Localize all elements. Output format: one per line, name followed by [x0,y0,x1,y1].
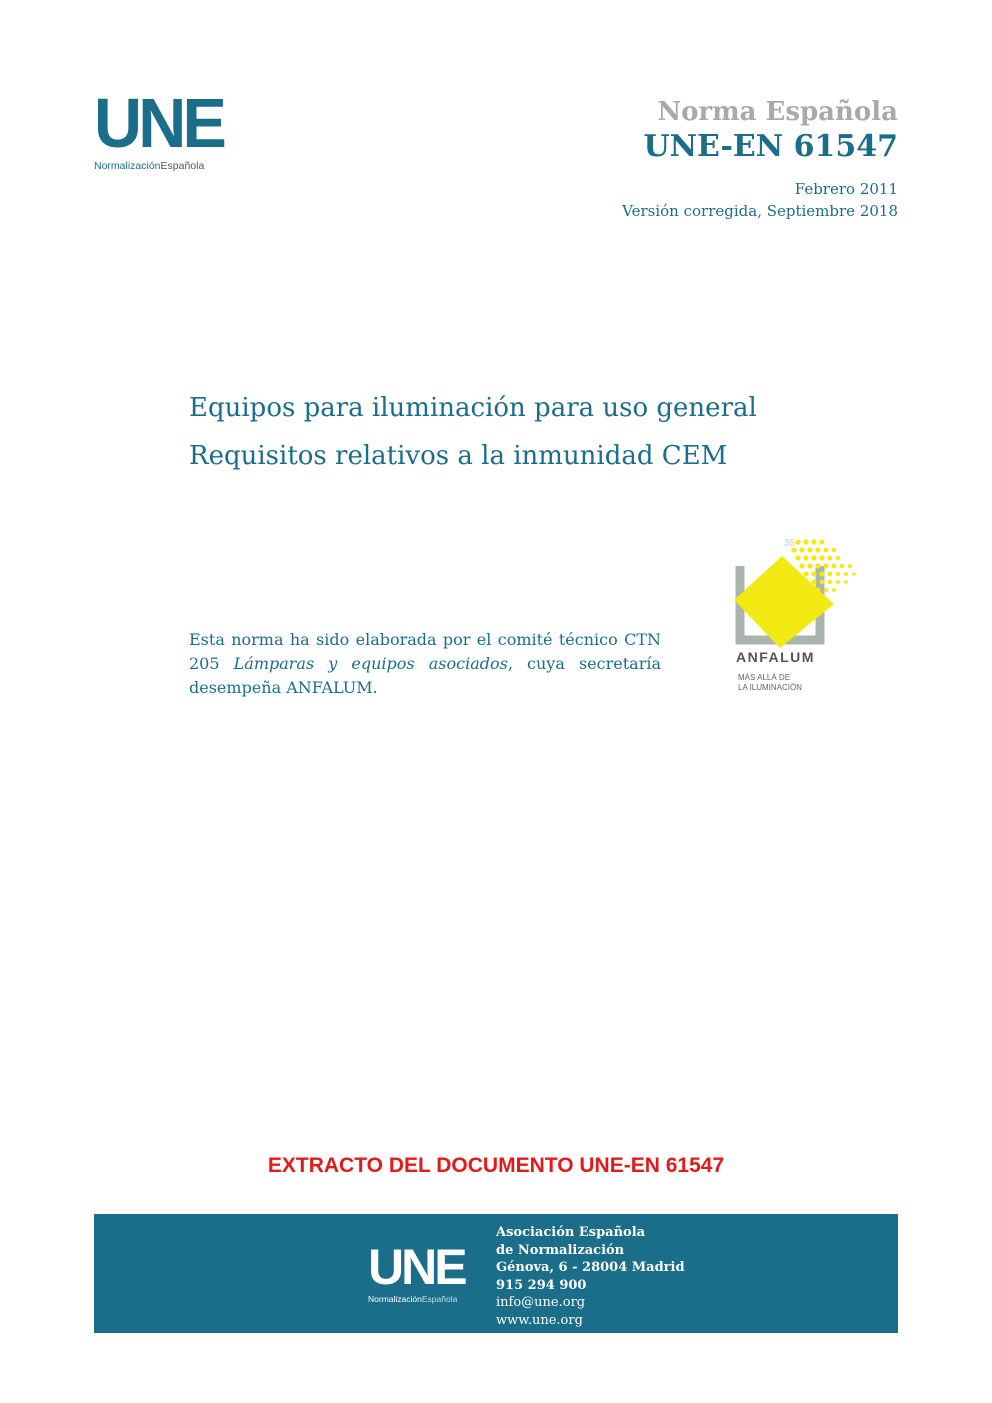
extract-notice: EXTRACTO DEL DOCUMENTO UNE-EN 61547 [267,1154,725,1177]
publication-date: Febrero 2011 [794,180,898,198]
footer-logo-sub-a: Normalización [368,1294,422,1304]
une-logo [94,84,244,178]
committee-text-2: , cuya secretaría desempeña ANFALUM. [189,654,661,697]
footer-email[interactable]: info@une.org [496,1295,586,1310]
document-header [622,96,898,222]
footer-contact [496,1224,685,1329]
footer-phone: 915 294 900 [496,1277,587,1293]
footer-band [94,1214,898,1333]
anfalum-tagline-1: MÁS ALLÁ DE [738,673,791,682]
footer-org-line-1: Asociación Española [496,1225,646,1240]
norma-code: UNE-EN 61547 [643,129,898,164]
une-logo-sub-a: Normalización [94,160,161,172]
footer-org-line-2: de Normalización [496,1242,625,1258]
title-line-1: Equipos para iluminación para uso general [189,393,757,423]
une-logo-sub-b: Española [160,160,205,172]
committee-text-1: Esta norma ha sido elaborada por el comité técnico CTN 205 [189,630,661,673]
anfalum-tagline-2: LA ILUMINACIÓN [738,683,803,692]
footer-logo-subtitle [368,1294,478,1304]
footer-web[interactable]: www.une.org [496,1312,583,1328]
footer-logo-sub-b: Española [421,1294,458,1304]
footer-address: Génova, 6 - 28004 Madrid [496,1260,685,1275]
committee-name: Lámparas y equipos asociados [233,654,508,673]
anfalum-logo-graphic [718,518,868,698]
footer-une-logo [368,1239,478,1312]
anfalum-badge: 35 [784,538,796,549]
document-titles [189,384,757,480]
une-logo-mark: UNE [94,84,224,162]
version-note: Versión corregida, Septiembre 2018 [622,202,898,220]
title-line-2: Requisitos relativos a la inmunidad CEM [189,441,728,471]
anfalum-logo [718,518,868,698]
anfalum-name: ANFALUM [736,649,815,665]
committee-paragraph [189,628,661,700]
footer-logo-mark: UNE [368,1239,465,1295]
norma-label: Norma Española [657,97,898,127]
